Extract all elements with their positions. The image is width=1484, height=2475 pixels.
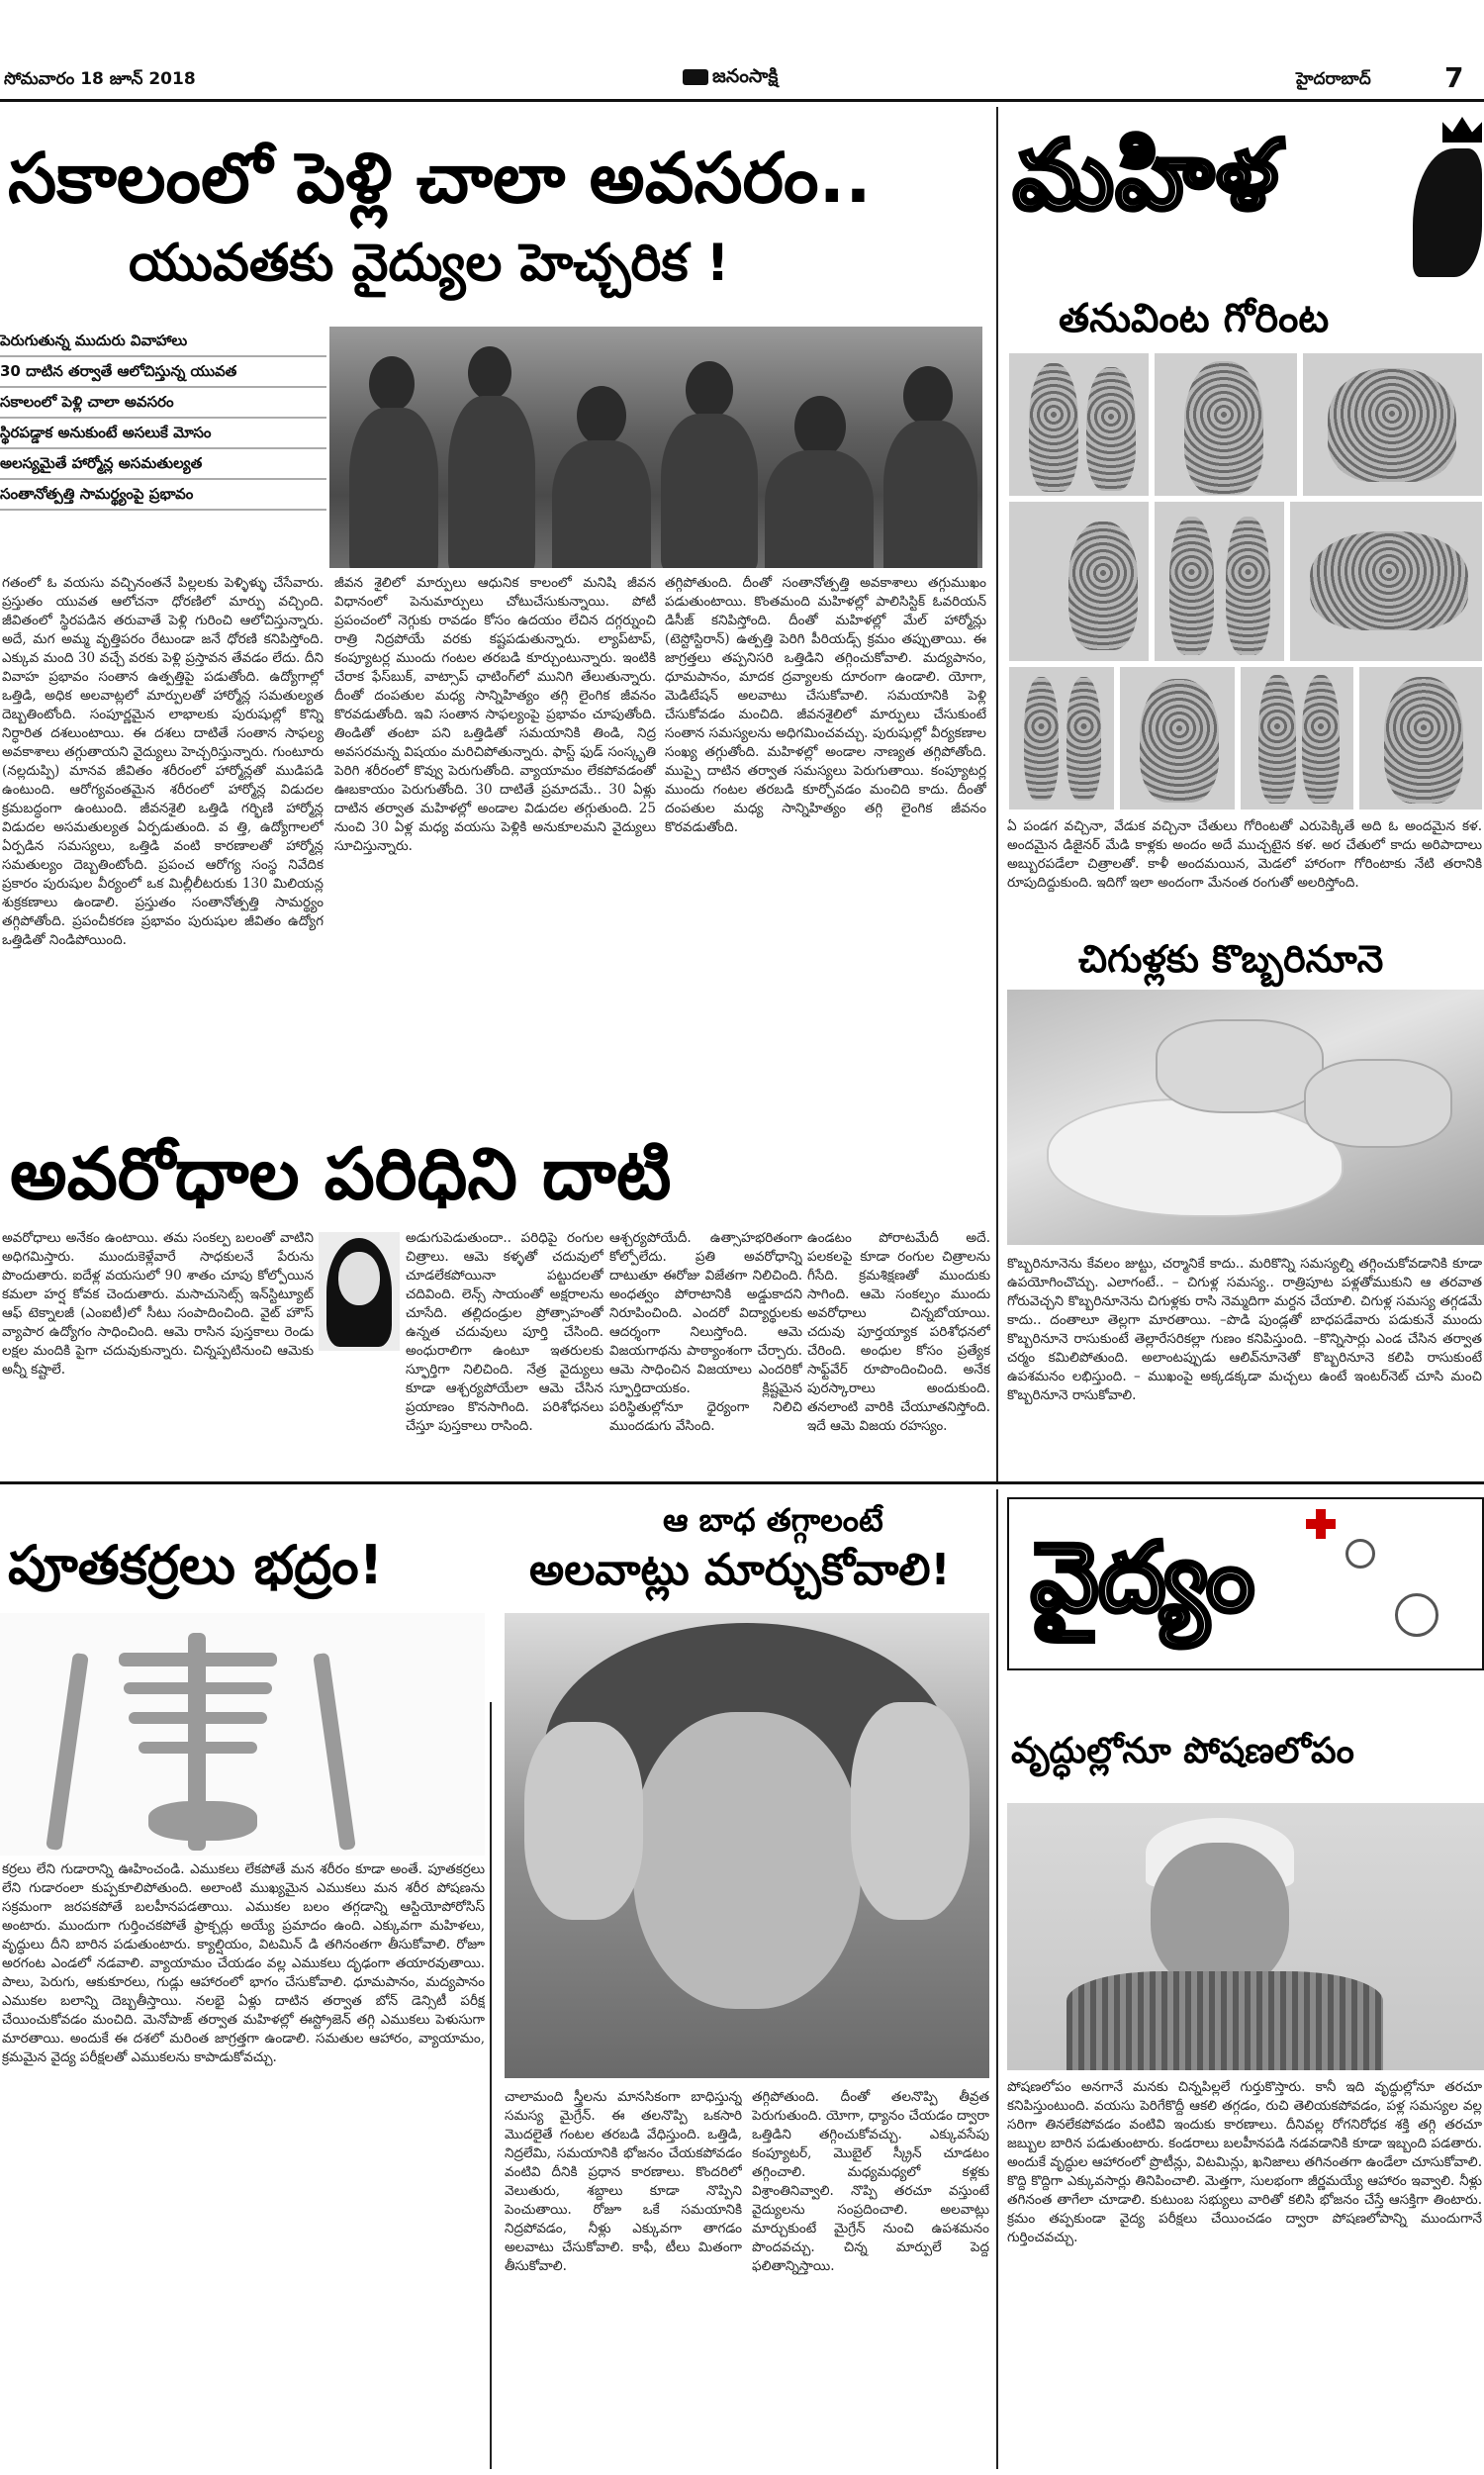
vaidyam-body: పోషణలోపం అనగానే మనకు చిన్నపిల్లలే గుర్తుకొస్తారు. కానీ ఇది వృద్ధుల్లోనూ తరచూ కనిపిస్తుంటుంది. వయసు పెరిగేకొద్దీ ఆకలి తగ్గడం, రుచి తెలియకపోవడం, పళ్ల సమస్యల వల్ల సరిగా తినలేకపోవడం వంటివి ఇందుకు కారణాలు. దీనివల్ల రోగనిరోధక శక్తి తగ్గి తరచూ జబ్బుల బారిన పడుతుంటారు. కండరాలు బలహీనపడి నడవడానికి కూడా ఇబ్బంది పడతారు. అందుకే వృద్ధుల ఆహారంలో ప్రొటీన్లు, విటమిన్లు, ఖనిజాలు తగినంతగా ఉండేలా చూసుకోవాలి. కొద్ది కొద్దిగా ఎక్కువసార్లు తినిపించాలి. మెత్తగా, సులభంగా జీర్ణమయ్యే ఆహారం ఇవ్వాలి. నీళ్లు తగినంత తాగేలా చూడాలి. కుటుంబ సభ్యులు వారితో కలిసి భోజనం చేస్తే ఆసక్తిగా తింటారు. క్రమం తప్పకుండా వైద్య పరీక్షలు చేయించడం ద్వారా పోషణలోపాన్ని ముందుగానే గుర్తించవచ్చు. xyxy=(1007,2079,1482,2245)
article3-headline: పూతకర్రలు భద్రం! xyxy=(8,1534,384,1596)
medical-cross-icon xyxy=(1306,1509,1336,1539)
article2-body-col1: అవరోధాలు అనేకం ఉంటాయి. తమ సంకల్ప బలంతో వాటిని అధిగమిస్తారు. ముందుకెళ్లేవారే సాధకులనే పేరును పొందుతారు. ఐదేళ్ల వయసులో 90 శాతం చూపు కోల్పోయిన కమలా హర్ష కోవక చెందుతారు. మసాచుసెట్స్ ఇన్‌స్టిట్యూట్ ఆఫ్ టెక్నాలజీ (ఎంఐటీ)లో సీటు సంపాదించింది. వైట్ హౌస్ వ్యాపార ఉద్యోగం సాధించింది. ఆమె రాసిన పుస్తకాలు రెండు లక్షల మందికి పైగా చదువుకున్నారు. చిన్నప్పటినుంచి ఆమెకు అన్నీ కష్టాలే. xyxy=(2,1230,314,1378)
mahila-title: మహిళ xyxy=(1013,119,1280,231)
vaidyam-title: వైద్యం xyxy=(1031,1521,1254,1633)
article2-body-col4: ఉండటం పోరాటమేదీ అదే. పలకలపై కూడా రంగుల చిత్రాలను గీసేది. క్రమశిక్షణతో ముందుకు సాగింది. ఆమె సంకల్పం ముందు అవరోధాలు చిన్నబోయాయి. చదువు పూర్తయ్యాక పరిశోధనలో చేరింది. అంధుల కోసం ప్రత్యేక సాఫ్ట్‌వేర్ రూపొందించింది. అనేక పురస్కారాలు అందుకుంది. తనలాంటి వారికి చేయూతనిస్తోంది. ఇదే ఆమె విజయ రహస్యం. xyxy=(807,1230,990,1434)
article2-headline: అవరోధాల పరిధిని దాటి xyxy=(10,1132,672,1215)
newspaper-logo xyxy=(683,65,778,92)
article1-headline: సకాలంలో పెళ్లి చాలా అవసరం.. xyxy=(8,138,872,219)
skeleton-photo xyxy=(0,1613,485,1856)
page-number: 7 xyxy=(1444,61,1464,94)
vaidyam-section-banner xyxy=(1007,1497,1484,1670)
article4-kicker: ఆ బాధ తగ్గాలంటే xyxy=(663,1501,883,1539)
coconut-body: కొబ్బరినూనెను కేవలం జుట్టు, చర్మానికే కాదు.. మరికొన్ని సమస్యల్ని తగ్గించుకోవడానికి కూడా ఉపయోగించొచ్చు. ఎలాగంటే.. – చిగుళ్ల సమస్య.. రాత్రిపూట పళ్లతోముకుని ఆ తరవాత గోరువెచ్చని కొబ్బరినూనెను చిగుళ్లకు రాసి నెమ్మదిగా మర్దన చేయాలి. చిగుళ్ల సమస్య తగ్గడమే కాదు.. దంతాలూ తెల్లగా మారతాయి. –పొడి పుండ్లతో బాధపడేవారు పడుకునే ముందు కొబ్బరినూనె రాసుకుంటే తెల్లారేసరికల్లా గుణం కనిపిస్తుంది. –కొన్నిసార్లు ఎండ చేసిన తర్వాత చర్మం కమిలిపోతుంది. అలాంటప్పుడు ఆలివ్‌నూనెతో కొబ్బరినూనె కలిపి రాసుకుంటే ఉపశమనం లభిస్తుంది. – ముఖంపై అక్కడక్కడా మచ్చలు ఉంటే ఇంటర్‌నెట్ చూసి మంచి కొబ్బరినూనె రాసుకోవాలి. xyxy=(1007,1256,1482,1403)
mehndi-body: ఏ పండగ వచ్చినా, వేడుక వచ్చినా చేతులు గోరింటతో ఎరుపెక్కితే అది ఓ అందమైన కళ. అందమైన డిజైనర్ మేడి కాళ్లకు అందం అదే ముచ్చటైన కళ. అర చేతులో కాదు అరిపాదాలు అబ్బురపడేలా చిత్రాలతో. కాళీ అందమయిన, మెడలో హారంగా గోరింటాకు నేటి తరానికి రూపుదిద్దుకుంది. ఇదిగో ఇలా అందంగా మేనంత రంగుతో అలరిస్తోంది. xyxy=(1007,818,1482,891)
section-divider xyxy=(0,1481,1484,1484)
article4-headline: అలవాట్లు మార్చుకోవాలి! xyxy=(529,1545,951,1595)
article2-body-col3: ఆశ్చర్యపోయేదీ. ఉత్సాహభరితంగా కోల్పోలేదు. ప్రతి అవరోధాన్ని దాటుతూ ఈరోజు విజేతగా నిలిచింది. అంధత్వం పోరాటానికి అడ్డుకాదని నిరూపించింది. ఎందరో విద్యార్థులకు ఆదర్శంగా నిలుస్తోంది. ఆమె విజయగాథను పాఠ్యాంశంగా చేర్చారు. ఆమె సాధించిన విజయాలు ఎందరికో స్ఫూర్తిదాయకం. క్లిష్టమైన పరిస్థితుల్లోనూ ధైర్యంగా నిలిచి ముందడుగు వేసింది. xyxy=(609,1230,802,1434)
mehndi-photo xyxy=(1288,500,1484,663)
mehndi-photo xyxy=(1007,351,1151,498)
column-divider xyxy=(490,1702,492,2469)
article1-subheadline: యువతకు వైద్యుల హెచ్చరిక ! xyxy=(129,234,730,293)
coconut-headline: చిగుళ్లకు కొబ్బరినూనె xyxy=(1078,937,1384,981)
issue-date: సోమవారం 18 జూన్ 2018 xyxy=(4,69,196,89)
article1-body-col1: గతంలో ఓ వయసు వచ్చినంతనే పిల్లలకు పెళ్ళిళ్ళు చేసేవారు. ప్రస్తుతం యువత ఆలోచనా ధోరణిలో మార్పు వచ్చింది. జీవితంలో స్థిరపడిన తరువాతే పెళ్లి గురించి ఆలోచిస్తున్నారు. అదే, మగ అమ్మ వృత్తిపరం రేటుండా జనే ధోరణి కనిపిస్తోంది. ఎక్కువ మంది 30 వచ్చే వరకు పెళ్లి ప్రస్తావన తేవడం లేదు. దీని వివాహ ప్రభావం సంతాన ఉత్పత్తిపై పడుతోంది. ఉద్యోగాల్లో ఒత్తిడి, అధిక అలవాట్లలో మార్పులతో హార్మోన్ల సమతుల్యత దెబ్బతింటోంది. సంపూర్ణమైన లాభాలకు పురుషుల్లో కొన్ని నిర్ధారిత దశలుంటాయి. ఈ దశలు దాటితే సంతాన సాఫల్య అవకాశాలు తగ్గుతాయని వైద్యులు హెచ్చరిస్తున్నారు. గుంటూరు (నల్లదుప్పి) మానవ జీవితం శరీరంలో హార్మోన్లతో ముడిపడి ఉంటుంది. ఆరోగ్యవంతమైన శరీరంలో హార్మోన్ల విడుదల క్రమబద్ధంగా ఉంటుంది. జీవనశైలి ఒత్తిడి గర్భిణి హార్మోన్ల విడుదల అసమతుల్యత ఏర్పడుతుంది. వ త్తి, ఉద్యోగాలలో ఏర్పడిన సమస్యలు, ఒత్తిడి వంటి కారణాలతో హార్మోన్ల సమతుల్యం దెబ్బతింటోంది. ప్రపంచ ఆరోగ్య సంస్థ నివేదిక ప్రకారం పురుషుల వీర్యంలో ఒక మిల్లీలీటరుకు 130 మిలియన్ల శుక్రకణాలు ఉండాలి. ప్రస్తుతం సంతానోత్పత్తి సామర్థ్యం తగ్గిపోతోంది. ప్రపంచీకరణ ప్రభావం పురుషుల జీవితం ఉద్యోగ ఒత్తిడితో నిండిపోయింది. xyxy=(2,575,324,948)
highlight-item: స్థిరపడ్డాక అనుకుంటే అసలుకే మోసం xyxy=(0,419,326,449)
woman-profile-icon xyxy=(1413,148,1482,277)
highlight-item: సకాలంలో పెళ్లి చాలా అవసరం xyxy=(0,388,326,419)
mehndi-photo xyxy=(1007,665,1116,811)
article3-body: కర్రలు లేని గుడారాన్ని ఊహించండి. ఎముకలు లేకపోతే మన శరీరం కూడా అంతే. పూతకర్రలు లేని గుడారంలా కుప్పకూలిపోతుంది. అలాంటి ముఖ్యమైన ఎముకలు మన శరీర పోషణను సక్రమంగా జరపకపోతే బలహీనపడతాయి. ఎముకల బలం తగ్గడాన్ని ఆస్టియోపోరోసిస్ అంటారు. ముందుగా గుర్తించకపోతే ఫ్రాక్చర్లు అయ్యే ప్రమాదం ఉంది. ఎక్కువగా మహిళలు, వృద్ధులు దీని బారిన పడుతుంటారు. క్యాల్షియం, విటమిన్ డి తగినంతగా తీసుకోవాలి. రోజూ అరగంట ఎండలో నడవాలి. వ్యాయామం చేయడం వల్ల ఎముకలు దృఢంగా తయారవుతాయి. పాలు, పెరుగు, ఆకుకూరలు, గుడ్లు ఆహారంలో భాగం చేసుకోవాలి. ధూమపానం, మద్యపానం ఎముకల బలాన్ని దెబ్బతీస్తాయి. నలభై ఏళ్లు దాటిన తర్వాత బోన్ డెన్సిటీ పరీక్ష చేయించుకోవడం మంచిది. మెనోపాజ్ తర్వాత మహిళల్లో ఈస్ట్రోజెన్ తగ్గి ఎముకలు పెళుసుగా మారతాయి. అందుకే ఈ దశలో మరింత జాగ్రత్తగా ఉండాలి. సమతుల ఆహారం, వ్యాయామం, క్రమమైన వైద్య పరీక్షలతో ఎముకలను కాపాడుకోవచ్చు. xyxy=(2,1861,485,2065)
article1-body-col3: తగ్గిపోతుంది. దీంతో సంతానోత్పత్తి అవకాశాలు తగ్గుముఖం పడుతుంటాయి. కొంతమంది మహిళల్లో పాలిసిస్టిక్ ఓవరియన్ డిసీజ్ కనిపిస్తోంది. దీంతో మహిళల్లో మేల్ హార్మోన్లు (టెస్టోస్టిరాన్) ఉత్పత్తి పెరిగి పీరియడ్స్ క్రమం తప్పుతాయి. ఈ జాగ్రత్తలు తప్పనిసరి ఒత్తిడిని తగ్గించుకోవాలి. మద్యపానం, ధూమపానం, మాదక ద్రవ్యాలకు దూరంగా ఉండాలి. యోగా, మెడిటేషన్ అలవాటు చేసుకోవాలి. సమయానికి పెళ్లి చేసుకోవడం మంచిది. జీవనశైలిలో మార్పులు చేసుకుంటే సంతాన సమస్యలను అధిగమించవచ్చు. పురుషుల్లో వీర్యకణాల సంఖ్య తగ్గుతోంది. మహిళల్లో అండాల నాణ్యత తగ్గిపోతోంది. ముప్పై దాటిన తర్వాత సమస్యలు పెరుగుతాయి. కంప్యూటర్ల ముందు గంటల తరబడి కూర్చోవడం మంచిది కాదు. దీంతో దంపతుల మధ్య సాన్నిహిత్యం తగ్గి లైంగిక జీవనం కొరవడుతోంది. xyxy=(665,575,986,835)
column-divider xyxy=(996,107,998,1482)
youth-group-photo xyxy=(329,327,982,568)
elderly-man-photo xyxy=(1007,1803,1484,2070)
mehndi-photo xyxy=(1239,665,1355,811)
highlight-item: పెరుగుతున్న ముదురు వివాహాలు xyxy=(0,327,326,357)
column-divider xyxy=(996,1489,998,2469)
mehndi-photo xyxy=(1153,500,1286,663)
mahila-section-banner xyxy=(1007,109,1484,282)
article4-body-col2: తగ్గిపోతుంది. దీంతో తలనొప్పి తీవ్రత పెరుగుతుంది. యోగా, ధ్యానం చేయడం ద్వారా ఒత్తిడిని తగ్గించుకోవచ్చు. ఎక్కువసేపు కంప్యూటర్, మొబైల్ స్క్రీన్ చూడటం తగ్గించాలి. మధ్యమధ్యలో కళ్లకు విశ్రాంతినివ్వాలి. నొప్పి తరచూ వస్తుంటే వైద్యులను సంప్రదించాలి. అలవాట్లు మార్చుకుంటే మైగ్రేన్ నుంచి ఉపశమనం పొందవచ్చు. చిన్న మార్పులే పెద్ద ఫలితాన్నిస్తాయి. xyxy=(752,2089,989,2274)
mehndi-photo xyxy=(1357,665,1484,811)
mehndi-headline: తనువింట గోరింట xyxy=(1059,296,1330,341)
logo-text: జనంసాక్షి xyxy=(712,65,779,87)
highlight-item: 30 దాటిన తర్వాతే ఆలోచిస్తున్న యువత xyxy=(0,357,326,388)
pill-icon xyxy=(1345,1539,1375,1569)
mehndi-photo xyxy=(1118,665,1237,811)
article4-body-col1: చాలామంది స్త్రీలను మానసికంగా బాధిస్తున్న సమస్య మైగ్రేన్. ఈ తలనొప్పి ఒకసారి మొదలైతే గంటల తరబడి వేధిస్తుంది. ఒత్తిడి, నిద్రలేమి, సమయానికి భోజనం చేయకపోవడం వంటివి దీనికి ప్రధాన కారణాలు. కొందరిలో వెలుతురు, శబ్దాలు కూడా నొప్పిని పెంచుతాయి. రోజూ ఒకే సమయానికి నిద్రపోవడం, నీళ్లు ఎక్కువగా తాగడం అలవాటు చేసుకోవాలి. కాఫీ, టీలు మితంగా తీసుకోవాలి. xyxy=(505,2089,742,2274)
masthead xyxy=(0,0,1484,99)
foot-massage-photo xyxy=(1007,990,1484,1245)
mehndi-photo xyxy=(1301,351,1484,498)
highlight-item: సంతానోత్పత్తి సామర్థ్యంపై ప్రభావం xyxy=(0,480,326,511)
edition-city: హైదరాబాద్ xyxy=(1296,69,1371,89)
masthead-rule xyxy=(0,99,1484,102)
mehndi-photo xyxy=(1153,351,1299,498)
logo-icon xyxy=(683,69,708,85)
highlight-item: అలస్యమైతే హార్మోన్ల అసమతుల్యత xyxy=(0,449,326,480)
article1-highlights xyxy=(0,327,326,511)
article1-body-col2: జీవన శైలిలో మార్పులు ఆధునిక కాలంలో మనిషి జీవన విధానంలో పెనుమార్పులు చోటుచేసుకున్నాయి. పోటీ ప్రపంచంలో నెగ్గుకు రావడం కోసం ఉదయం లేచిన దగ్గర్నుంచి రాత్రి నిద్రపోయే వరకు కష్టపడుతున్నారు. ల్యాప్‌టాప్, కంప్యూటర్ల ముందు గంటల తరబడి కూర్చుంటున్నారు. ఇంటికి చేరాక ఫేస్‌బుక్, వాట్సాప్ ఛాటింగ్‌లో మునిగి తేలుతున్నారు. దీంతో దంపతుల మధ్య సాన్నిహిత్యం తగ్గి లైంగిక జీవనం కొరవడుతోంది. ఇవి సంతాన సాఫల్యంపై ప్రభావం చూపుతోంది. తిండితో తంటా పని ఒత్తిడితో సమయానికి తిండి, నిద్ర అవసరమన్న విషయం మరిచిపోతున్నారు. ఫాస్ట్ ఫుడ్ సంస్కృతి పెరిగి శరీరంలో కొవ్వు పెరుగుతోంది. వ్యాయామం లేకపోవడంతో ఊబకాయం పెరుగుతోంది. 30 దాటితే ప్రమాదమే.. 30 ఏళ్లు దాటిన తర్వాత మహిళల్లో అండాల విడుదల తగ్గుతుంది. 25 నుంచి 30 ఏళ్ల మధ్య వయసు పెళ్లికి అనుకూలమని వైద్యులు సూచిస్తున్నారు. xyxy=(334,575,656,854)
article2-body-col2: అడుగుపెడుతుందా.. పరిధిపై రంగుల చిత్రాలు. ఆమె కళ్ళతో చదువులో చూడలేకపోయినా పట్టుదలతో చదివింది. లెన్స్ సాయంతో అక్షరాలను చూసేది. తల్లిదండ్రుల ప్రోత్సాహంతో ఉన్నత చదువులు పూర్తి చేసింది. అంధురాలిగా ఉంటూ ఇతరులకు స్ఫూర్తిగా నిలిచింది. నేత్ర వైద్యులు కూడా ఆశ్చర్యపోయేలా ఆమె చేసిన ప్రయాణం కొనసాగింది. పరిశోధనలు చేస్తూ పుస్తకాలు రాసింది. xyxy=(406,1230,603,1434)
mehndi-photo xyxy=(1007,500,1151,663)
vaidyam-headline: వృద్ధుల్లోనూ పోషణలోపం xyxy=(1011,1731,1354,1771)
crown-icon xyxy=(1442,117,1482,143)
portrait-photo xyxy=(319,1232,400,1351)
stethoscope-icon xyxy=(1395,1593,1438,1637)
stressed-woman-photo xyxy=(505,1613,989,2078)
